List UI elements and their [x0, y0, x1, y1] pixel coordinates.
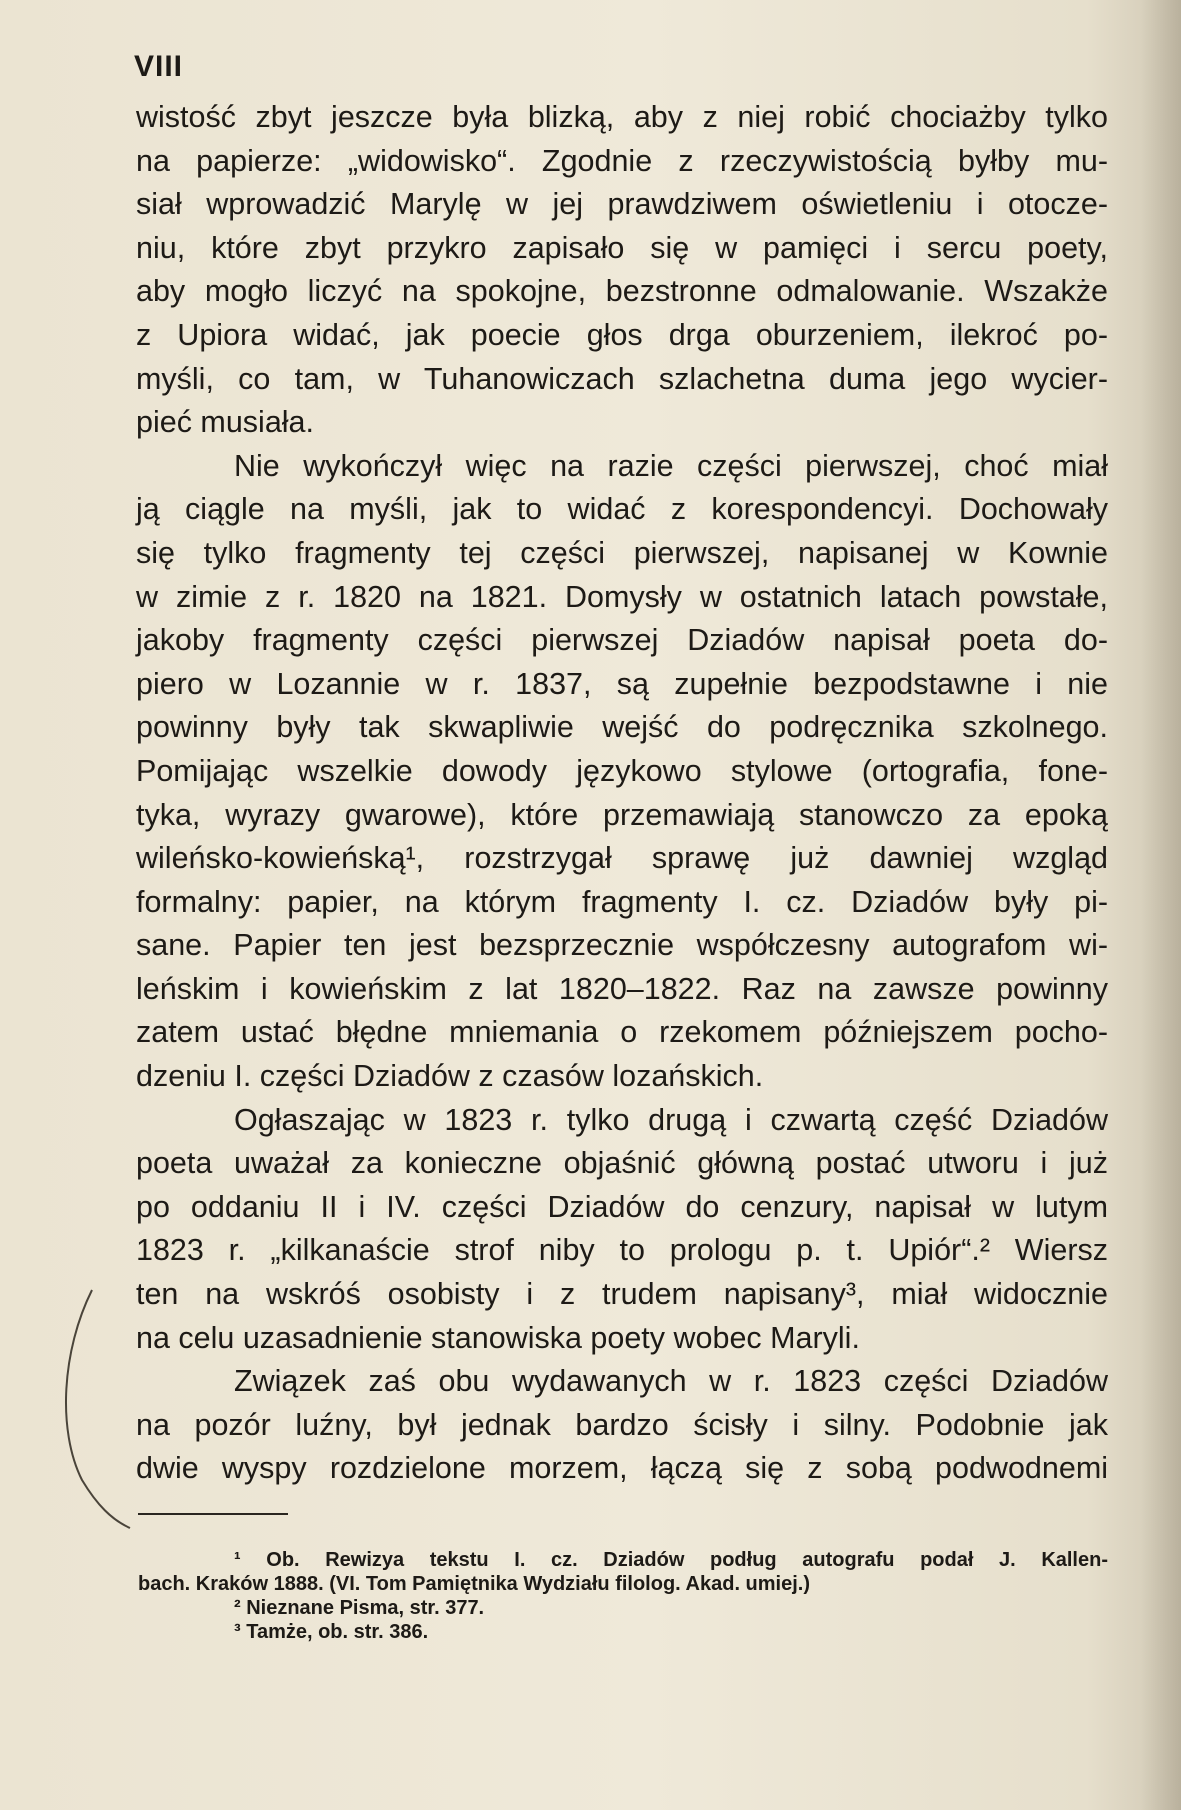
- text-line: na pozór luźny, był jednak bardzo ścisły i silny. Podobnie jak: [136, 1407, 1108, 1442]
- text-line: zatem ustać błędne mniemania o rzekomem późniejszem pocho-: [136, 1015, 1108, 1050]
- text-line: ten na wskróś osobisty i z trudem napisany³, miał widocznie: [136, 1277, 1108, 1312]
- text-line: jakoby fragmenty części pierwszej Dziadów napisał poeta do-: [136, 623, 1108, 658]
- text-line: poeta uważał za konieczne objaśnić główną postać utworu i już: [136, 1146, 1108, 1181]
- text-line: tyka, wyrazy gwarowe), które przemawiają stanowczo za epoką: [136, 797, 1108, 832]
- body-text: [136, 96, 1108, 1491]
- page-number: VIII: [134, 50, 184, 83]
- text-line: formalny: papier, na którym fragmenty I. cz. Dziadów były pi-: [136, 884, 1108, 919]
- text-line: pieć musiała.: [136, 405, 314, 440]
- footnote-line: ² Nieznane Pisma, str. 377.: [234, 1597, 485, 1619]
- text-line: sane. Papier ten jest bezsprzecznie współczesny autografom wi-: [136, 928, 1108, 963]
- text-line: wistość zbyt jeszcze była blizką, aby z niej robić chociażby tylko: [136, 100, 1108, 134]
- text-line: Związek zaś obu wydawanych w r. 1823 części Dziadów: [234, 1364, 1108, 1399]
- text-line: po oddaniu II i IV. części Dziadów do cenzury, napisał w lutym: [136, 1189, 1108, 1224]
- footnote-line: ³ Tamże, ob. str. 386.: [234, 1621, 429, 1643]
- footnote-separator: [138, 1513, 288, 1515]
- page-edge-shadow: [1141, 0, 1181, 1810]
- margin-pencil-mark: [52, 1280, 162, 1530]
- text-line: na celu uzasadnienie stanowiska poety wobec Maryli.: [136, 1320, 860, 1355]
- text-line: w zimie z r. 1820 na 1821. Domysły w ostatnich latach powstałe,: [136, 579, 1108, 614]
- text-line: leńskim i kowieńskim z lat 1820–1822. Raz na zawsze powinny: [136, 971, 1108, 1006]
- text-line: Pomijając wszelkie dowody językowo stylowe (ortografia, fone-: [136, 753, 1108, 788]
- text-line: na papierze: „widowisko“. Zgodnie z rzeczywistością byłby mu-: [136, 143, 1108, 178]
- text-line: się tylko fragmenty tej części pierwszej, napisanej w Kownie: [136, 535, 1108, 570]
- text-line: niu, które zbyt przykro zapisało się w pamięci i sercu poety,: [136, 230, 1108, 265]
- text-line: siał wprowadzić Marylę w jej prawdziwem oświetleniu i otocze-: [136, 187, 1108, 222]
- footnotes: [138, 1548, 1108, 1644]
- footnote-line: ¹ Ob. Rewizya tekstu I. cz. Dziadów podług autografu podał J. Kallen-: [234, 1549, 1108, 1571]
- text-line: z Upiora widać, jak poecie głos drga oburzeniem, ilekroć po-: [136, 317, 1108, 352]
- text-line: piero w Lozannie w r. 1837, są zupełnie bezpodstawne i nie: [136, 666, 1108, 701]
- text-line: Nie wykończył więc na razie części pierwszej, choć miał: [234, 448, 1108, 483]
- text-line: 1823 r. „kilkanaście strof niby to prologu p. t. Upiór“.² Wiersz: [136, 1233, 1108, 1268]
- text-line: wileńsko-kowieńską¹, rozstrzygał sprawę już dawniej wzgląd: [136, 841, 1108, 876]
- text-line: Ogłaszając w 1823 r. tylko drugą i czwartą część Dziadów: [234, 1102, 1108, 1137]
- text-line: powinny były tak skwapliwie wejść do podręcznika szkolnego.: [136, 710, 1108, 745]
- footnote-line: bach. Kraków 1888. (VI. Tom Pamiętnika Wydziału filolog. Akad. umiej.): [138, 1573, 811, 1595]
- text-line: myśli, co tam, w Tuhanowiczach szlachetna duma jego wycier-: [136, 361, 1108, 396]
- text-line: dzeniu I. części Dziadów z czasów lozańskich.: [136, 1059, 764, 1094]
- text-line: aby mogło liczyć na spokojne, bezstronne odmalowanie. Wszakże: [136, 274, 1108, 309]
- text-line: ją ciągle na myśli, jak to widać z korespondencyi. Dochowały: [136, 492, 1108, 527]
- text-line: dwie wyspy rozdzielone morzem, łączą się z sobą podwodnemi: [136, 1451, 1108, 1486]
